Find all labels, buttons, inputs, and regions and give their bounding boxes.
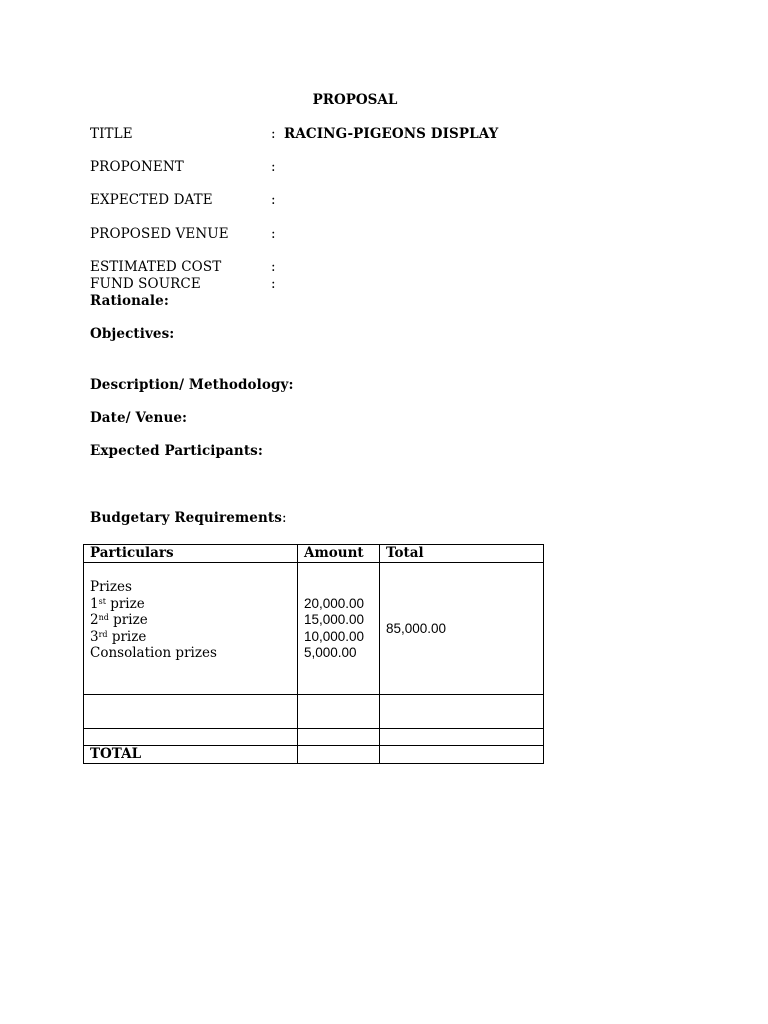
header-amount: Amount — [298, 545, 380, 563]
section-participants: Expected Participants: — [90, 443, 263, 459]
amount-4: 5,000.00 — [304, 645, 357, 660]
prizes-heading: Prizes — [90, 579, 132, 595]
header-particulars: Particulars — [84, 545, 298, 563]
empty-cell — [380, 729, 544, 746]
document-heading: PROPOSAL — [312, 92, 398, 108]
field-label-title: TITLE — [90, 126, 133, 142]
field-colon-title: : — [271, 126, 276, 142]
prize-item-1: 1st prize — [90, 595, 145, 612]
budget-table — [83, 544, 544, 764]
empty-cell — [84, 695, 298, 729]
empty-cell — [298, 729, 380, 746]
amount-2: 15,000.00 — [304, 612, 365, 627]
total-amount-cell — [298, 746, 380, 764]
field-label-fund-source: FUND SOURCE — [90, 276, 201, 292]
section-rationale: Rationale: — [90, 293, 169, 309]
table-row-prizes — [84, 563, 544, 695]
total-total-cell — [380, 746, 544, 764]
budgetary-label: Budgetary Requirements — [90, 510, 282, 526]
cell-prizes — [84, 563, 298, 695]
field-label-proposed-venue: PROPOSED VENUE — [90, 226, 229, 242]
table-row-total — [84, 746, 544, 764]
field-colon-proponent: : — [271, 159, 276, 175]
table-row-empty — [84, 729, 544, 746]
field-colon-expected-date: : — [271, 192, 276, 208]
budgetary-colon: : — [281, 510, 287, 526]
section-budgetary — [90, 510, 287, 526]
amount-1: 20,000.00 — [304, 595, 365, 611]
cell-amounts — [298, 563, 380, 695]
field-label-expected-date: EXPECTED DATE — [90, 192, 213, 208]
field-colon-proposed-venue: : — [271, 226, 276, 242]
prize-item-3: 3rd prize — [90, 628, 147, 645]
empty-cell — [380, 695, 544, 729]
empty-cell — [84, 729, 298, 746]
prize-item-consolation: Consolation prizes — [90, 645, 217, 661]
header-total: Total — [380, 545, 544, 563]
table-row-empty — [84, 695, 544, 729]
field-colon-fund-source: : — [271, 276, 276, 292]
section-description: Description/ Methodology: — [90, 377, 294, 393]
field-value-title: RACING-PIGEONS DISPLAY — [284, 126, 499, 142]
empty-cell — [298, 695, 380, 729]
total-label: TOTAL — [84, 746, 298, 764]
section-objectives: Objectives: — [90, 326, 175, 342]
field-label-proponent: PROPONENT — [90, 159, 184, 175]
amount-3: 10,000.00 — [304, 628, 365, 644]
table-header-row — [84, 545, 544, 563]
cell-prizes-total: 85,000.00 — [380, 563, 544, 695]
section-date-venue: Date/ Venue: — [90, 410, 188, 426]
prize-item-2: 2nd prize — [90, 612, 148, 628]
field-colon-estimated-cost: : — [271, 259, 276, 275]
field-label-estimated-cost: ESTIMATED COST — [90, 259, 222, 275]
